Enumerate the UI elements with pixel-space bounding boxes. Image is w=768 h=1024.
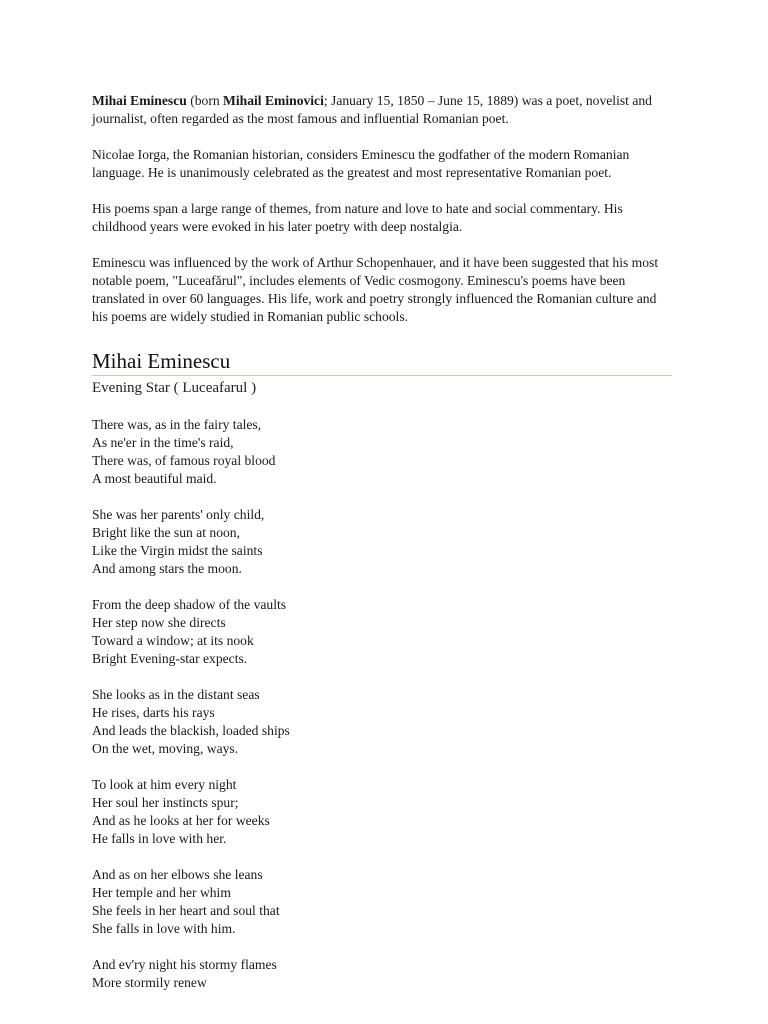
poem-line: Her temple and her whim (92, 885, 231, 900)
poem-line: Like the Virgin midst the saints (92, 543, 263, 558)
poem-line: More stormily renew (92, 975, 207, 990)
poem-line: As ne'er in the time's raid, (92, 435, 234, 450)
stanza (92, 776, 674, 848)
poem-line: He rises, darts his rays (92, 705, 215, 720)
poem-line: He falls in love with her. (92, 831, 227, 846)
poem-line: There was, of famous royal blood (92, 453, 276, 468)
poem-line: Bright like the sun at noon, (92, 525, 241, 540)
poem-line: And ev'ry night his stormy flames (92, 957, 277, 972)
poem-line: To look at him every night (92, 777, 237, 792)
poem-line: From the deep shadow of the vaults (92, 597, 287, 612)
born-text: (born (186, 93, 224, 108)
poem-line: She was her parents' only child, (92, 507, 265, 522)
stanza (92, 866, 674, 938)
poem-line: Bright Evening-star expects. (92, 651, 248, 666)
document-content (92, 92, 674, 1010)
intro-paragraph-2: Nicolae Iorga, the Romanian historian, considers Eminescu the godfather of the modern Romanian language. He is unanimously celebrated as the greatest and most representative Romanian poet. (92, 147, 630, 180)
stanza (92, 956, 674, 992)
poem-line: She falls in love with him. (92, 921, 236, 936)
section-heading: Mihai Eminescu (92, 348, 672, 376)
poem-line: She looks as in the distant seas (92, 687, 260, 702)
poem-line: And as on her elbows she leans (92, 867, 263, 882)
poem-line: She feels in her heart and soul that (92, 903, 280, 918)
poet-name: Mihai Eminescu (92, 93, 187, 108)
intro-paragraph-1 (92, 92, 674, 128)
poem-body (92, 416, 674, 992)
poem-title: Evening Star ( Luceafarul ) (92, 380, 257, 396)
poem-line: Her soul her instincts spur; (92, 795, 239, 810)
intro-paragraph-3: His poems span a large range of themes, from nature and love to hate and social commentary. His childhood years were evoked in his later poetry with deep nostalgia. (92, 201, 623, 234)
poem-line: On the wet, moving, ways. (92, 741, 239, 756)
birth-name: Mihail Eminovici (223, 93, 324, 108)
poem-line: Her step now she directs (92, 615, 226, 630)
poem-line: And leads the blackish, loaded ships (92, 723, 290, 738)
stanza (92, 416, 674, 488)
intro-section (92, 92, 674, 326)
poem-line: Toward a window; at its nook (92, 633, 254, 648)
poem-line: There was, as in the fairy tales, (92, 417, 262, 432)
bio-text: ; January 15, 1850 – June 15, 1889) was a poet, novelist and journalist, often regarded as the most famous and influential Romanian poet. (92, 93, 652, 126)
poem-line: A most beautiful maid. (92, 471, 217, 486)
stanza (92, 686, 674, 758)
poem-line: And as he looks at her for weeks (92, 813, 270, 828)
poem-line: And among stars the moon. (92, 561, 242, 576)
stanza (92, 596, 674, 668)
intro-paragraph-4: Eminescu was influenced by the work of Arthur Schopenhauer, and it have been suggested that his most notable poem, "Luceafărul", includes elements of Vedic cosmogony. Eminescu's poems have been translated in over 60 languages. His life, work and poetry strongly influenced the Romanian culture and his poems are widely studied in Romanian public schools. (92, 255, 659, 324)
stanza (92, 506, 674, 578)
